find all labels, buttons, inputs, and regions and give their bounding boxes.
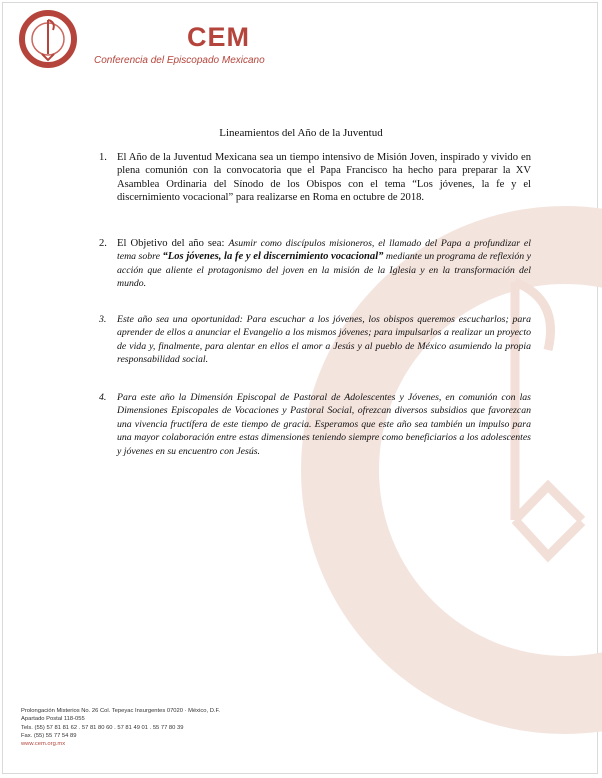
- item-text: [117, 237, 531, 291]
- footer-po-box: Apartado Postal 118-055: [21, 716, 85, 723]
- item-bold-theme: “Los jóvenes, la fe y el discernimiento vocacional”: [162, 251, 384, 263]
- footer-phones: Tels. (55) 57 81 81 62 . 57 81 80 60 . 57 81 49 01 . 55 77 80 39: [21, 724, 184, 731]
- item-number: 1.: [99, 152, 107, 163]
- cem-logo-icon: [18, 6, 80, 72]
- item-number: 3.: [99, 314, 107, 325]
- item-italic: Asumir como discípulos misioneros, el llamado del Papa a profundizar el tema sobre: [117, 238, 532, 263]
- document-title: Lineamientos del Año de la Juventud: [219, 127, 383, 139]
- item-text: Este año sea una oportunidad: Para escuchar a los jóvenes, los obispos queremos escucharlos; para aprender de ellos a anunciar el Evangelio a los mismos jóvenes; para impulsarlos a realizar un proyecto de vida y, finalmente, para alentar en ellos el amor a Jesús y al pueblo de México asumiendo la propia responsabilidad social.: [117, 314, 531, 366]
- item-text: Para este año la Dimensión Episcopal de Pastoral de Adolescentes y Jóvenes, en comunión con las Dimensiones Episcopales de Vocaciones y Pastoral Social, ofrezcan diversos subsidios que favorezcan una vivencia fructífera de este tiempo de gracia. Esperamos que este año sea también un impulso para una mayor colaboración entre estas dimensiones teniendo siempre como beneficiarios a los adolescentes y jóvenes en su encuentro con Jesús.: [117, 392, 531, 457]
- list-item: [99, 237, 531, 291]
- footer-address: Prolongación Misterios No. 26 Col. Tepeyac Insurgentes 07020 · México, D.F.: [21, 708, 221, 714]
- footer-website-link[interactable]: www.cem.org.mx: [21, 741, 66, 748]
- brand-name: CEM: [187, 22, 250, 52]
- footer-fax: Fax. (55) 55 77 54 89: [21, 732, 77, 739]
- page-frame: [2, 2, 598, 774]
- list-item: [99, 313, 531, 367]
- item-number: 4.: [99, 392, 107, 403]
- item-lead: El Objetivo del año sea:: [117, 238, 229, 249]
- list-item: [99, 391, 531, 458]
- list-item: [99, 151, 531, 205]
- footer: [21, 707, 220, 748]
- item-number: 2.: [99, 238, 107, 249]
- brand-fullname: Conferencia del Episcopado Mexicano: [94, 55, 265, 66]
- item-italic: mediante un programa de reflexión y acción que aliente el protagonismo del joven en la misión de la Iglesia y en la transformación del mundo.: [117, 251, 531, 290]
- item-text: El Año de la Juventud Mexicana sea un tiempo intensivo de Misión Joven, inspirado y vivido en plena comunión con la convocatoria que el Papa Francisco ha hecho para preparar la XV Asamblea Ordinaria del Sínodo de los Obispos con el tema “Los jóvenes, la fe y el discernimiento vocacional” para realizarse en Roma en octubre de 2018.: [117, 152, 531, 204]
